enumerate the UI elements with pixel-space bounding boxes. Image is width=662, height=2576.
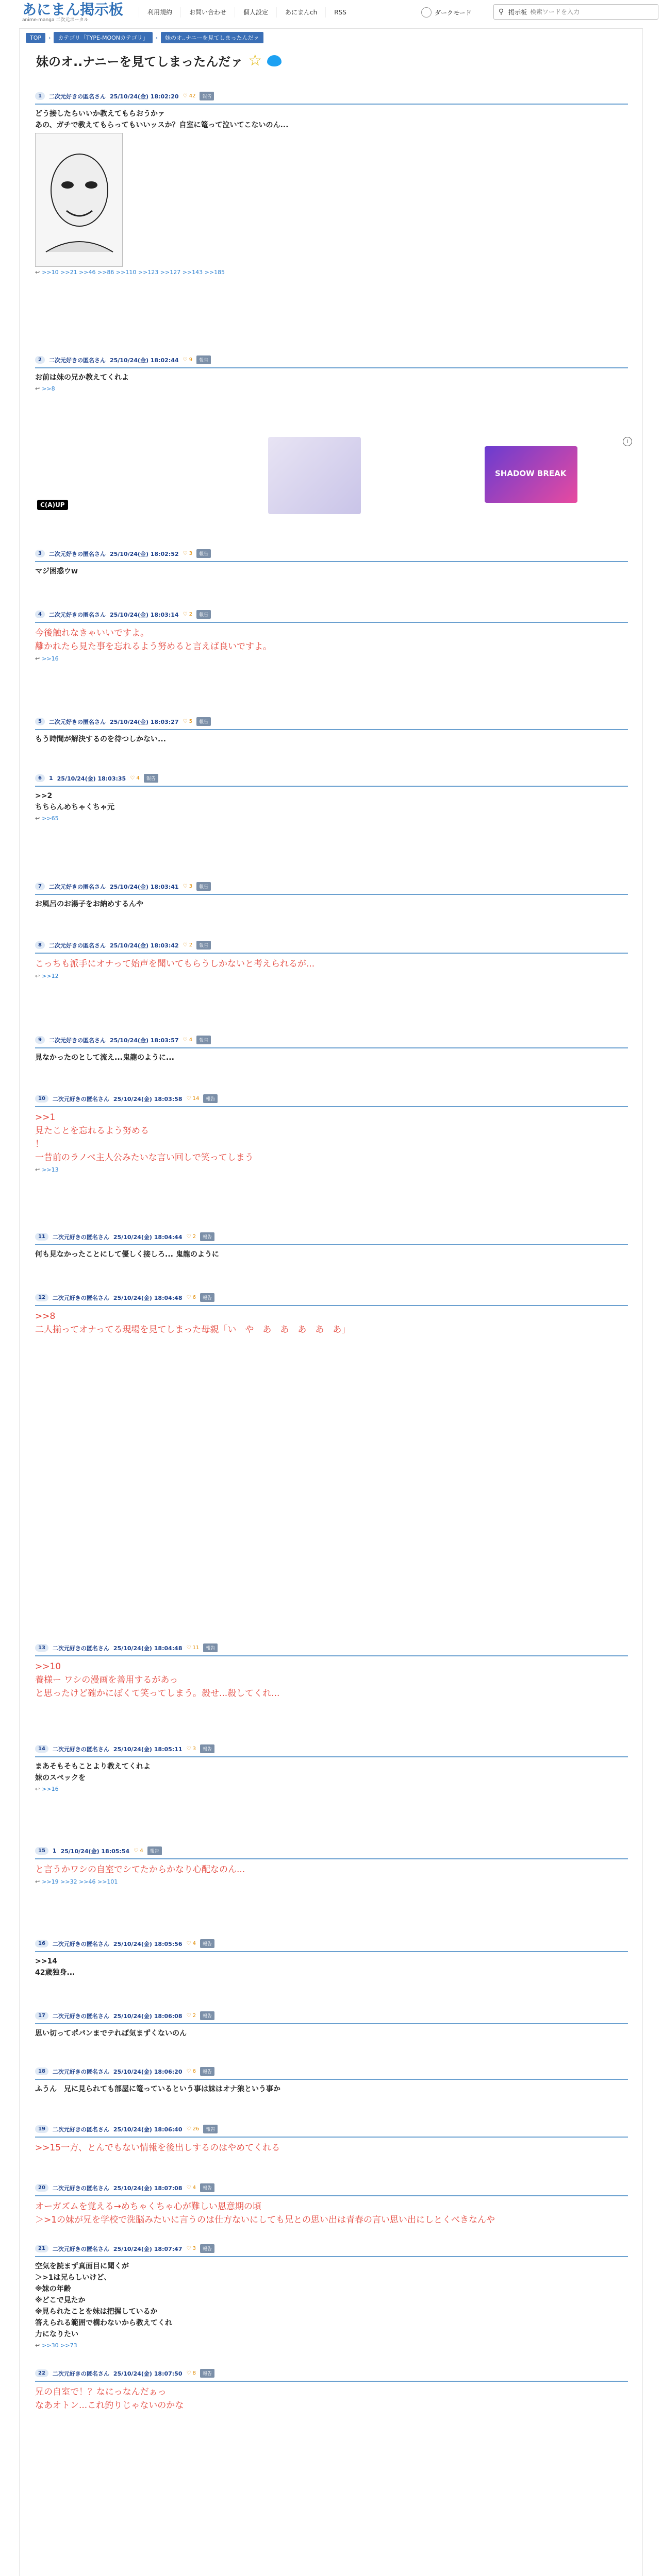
report-button[interactable]: 報告: [196, 882, 211, 891]
like-count[interactable]: ♡ 5: [183, 719, 193, 724]
post-line: 一昔前のラノベ主人公みたいな言い回しで笑ってしまう: [35, 1153, 254, 1163]
post-author: 二次元好きの匿名さん: [52, 1645, 109, 1652]
post: [35, 1643, 628, 1700]
reply-icon: ↩: [35, 2342, 40, 2349]
post-line: なあオトン...これ釣りじゃないのかな: [35, 2400, 184, 2411]
like-count[interactable]: ♡ 2: [183, 612, 193, 617]
post-number[interactable]: 1: [35, 92, 45, 100]
nav-terms[interactable]: 利用規約: [139, 7, 180, 18]
report-button[interactable]: 報告: [147, 1846, 162, 1855]
post-number[interactable]: 5: [35, 718, 45, 725]
site-header: [19, 0, 643, 29]
post-line: ※どこで見たか: [35, 2296, 86, 2304]
post-line: 離かれたら見た事を忘れるよう努めると言えば良いですよ。: [35, 641, 272, 652]
post-line: 養様ー ワシの漫画を善用するがあっ: [35, 1675, 178, 1685]
post-line: 42歳独身...: [35, 1969, 75, 1977]
post-number[interactable]: 21: [35, 2245, 48, 2252]
reply-icon: ↩: [35, 1878, 40, 1885]
post-header: [35, 610, 628, 623]
post-number[interactable]: 4: [35, 611, 45, 618]
post-line: 思い切ってポパンまでテれば気まずくないのん: [35, 2029, 187, 2038]
post: [35, 1036, 628, 1063]
post: [35, 2011, 628, 2039]
report-button[interactable]: 報告: [200, 2067, 214, 2076]
report-button[interactable]: 報告: [196, 610, 211, 619]
reply-anchor-links[interactable]: >>8: [42, 385, 55, 392]
reply-anchor-links[interactable]: >>19 >>32 >>46 >>101: [42, 1878, 118, 1885]
post-date: 25/10/24(金) 18:02:20: [109, 93, 179, 100]
breadcrumb-sep: ›: [48, 34, 51, 41]
site-logo[interactable]: あにまん掲示板 anime-manga 二次元ポータル: [22, 1, 124, 23]
like-value: 3: [189, 551, 193, 556]
like-count[interactable]: ♡ 42: [183, 93, 196, 99]
like-value: 6: [192, 1295, 196, 1300]
post: [35, 1846, 628, 1885]
post: [35, 1094, 628, 1173]
post-line: こっちも派手にオナって始声を聞いてもらうしかないと考えられるが...: [35, 959, 315, 969]
post-body: [35, 108, 628, 267]
report-button[interactable]: 報告: [196, 1036, 211, 1044]
like-value: 4: [136, 775, 140, 781]
post-date: 25/10/24(金) 18:03:57: [109, 1037, 179, 1044]
report-button[interactable]: 報告: [200, 2369, 214, 2378]
post-body: [35, 1660, 628, 1700]
post-author: 二次元好きの匿名さん: [48, 550, 106, 557]
report-button[interactable]: 報告: [144, 774, 158, 783]
post-body: [35, 734, 628, 745]
post-number[interactable]: 13: [35, 1644, 48, 1652]
post-header: [35, 1846, 628, 1859]
search-box[interactable]: [493, 4, 658, 20]
report-button[interactable]: 報告: [196, 355, 211, 364]
post-line: お風呂のお湯子をお納めするんや: [35, 900, 143, 908]
post-date: 25/10/24(金) 18:02:44: [109, 357, 179, 364]
manga-panel-image[interactable]: [35, 133, 123, 267]
post-date: 25/10/24(金) 18:05:56: [113, 1940, 183, 1947]
post-body: [35, 2261, 628, 2340]
reply-icon: ↩: [35, 1166, 40, 1173]
post-number[interactable]: 18: [35, 2067, 48, 2075]
report-button[interactable]: 報告: [200, 1744, 214, 1753]
post-number[interactable]: 19: [35, 2125, 48, 2133]
post-author: 二次元好きの匿名さん: [52, 2126, 109, 2133]
post-body: [35, 2141, 628, 2155]
breadcrumb-top[interactable]: TOP: [26, 33, 45, 43]
like-count[interactable]: ♡ 4: [186, 2185, 196, 2191]
post-line: お前は妹の兄か教えてくれよ: [35, 374, 129, 382]
post-line: ふうん 兄に見られても部屋に篭っているという事は妹はオナ狼という事か: [35, 2085, 280, 2093]
reply-anchor-links[interactable]: >>30 >>73: [42, 2342, 77, 2349]
post-date: 25/10/24(金) 18:06:08: [113, 2012, 183, 2020]
post-author: 1: [52, 1848, 57, 1854]
top-nav: [139, 7, 355, 18]
post-line: 答えられる範囲で構わないから教えてくれ: [35, 2319, 172, 2327]
report-button[interactable]: 報告: [200, 1293, 214, 1302]
like-count[interactable]: ♡ 4: [183, 1037, 193, 1043]
post-line: >>2: [35, 792, 53, 800]
post-body: [35, 372, 628, 383]
like-count[interactable]: ♡ 14: [186, 1096, 200, 1101]
post-body: [35, 1956, 628, 1978]
post-body: [35, 957, 628, 971]
post-header: [35, 774, 628, 787]
like-count[interactable]: ♡ 4: [186, 1941, 196, 1946]
reply-anchors[interactable]: [35, 1786, 628, 1792]
post: [35, 1939, 628, 1978]
post: [35, 717, 628, 745]
post-body: [35, 566, 628, 577]
reply-icon: ↩: [35, 815, 40, 822]
report-button[interactable]: 報告: [200, 2183, 214, 2192]
post-header: [35, 1293, 628, 1306]
post: [35, 2369, 628, 2412]
like-count[interactable]: ♡ 6: [186, 1295, 196, 1300]
post-date: 25/10/24(金) 18:07:50: [113, 2370, 183, 2377]
post-line: 何も見なかったことにして優しく接しろ... 鬼龍のように: [35, 1250, 219, 1259]
post-line: まあそもそもことより教えてくれよ: [35, 1762, 151, 1771]
reply-anchors[interactable]: [35, 1166, 628, 1173]
post: [35, 941, 628, 979]
post-number[interactable]: 17: [35, 2012, 48, 2020]
like-count[interactable]: ♡ 4: [130, 775, 140, 781]
post-date: 25/10/24(金) 18:02:52: [109, 550, 179, 557]
like-count[interactable]: ♡ 3: [183, 884, 193, 889]
post-date: 25/10/24(金) 18:04:44: [113, 1233, 183, 1241]
post-line: ！: [35, 1139, 44, 1149]
advertisement-banner[interactable]: [21, 428, 639, 531]
post-body: [35, 1249, 628, 1260]
nav-rss[interactable]: RSS: [325, 7, 355, 18]
post-author: 二次元好きの匿名さん: [48, 883, 106, 890]
post-header: [35, 1744, 628, 1757]
post-header: [35, 717, 628, 730]
reply-anchors[interactable]: [35, 2342, 628, 2349]
post-body: [35, 1761, 628, 1784]
post-line: と思ったけど確かにぼくて笑ってしまう。殺せ...殺してくれ...: [35, 1688, 280, 1699]
post-date: 25/10/24(金) 18:05:11: [113, 1745, 183, 1753]
post-body: [35, 2200, 628, 2227]
breadcrumb: [26, 32, 263, 43]
post-number[interactable]: 8: [35, 941, 45, 949]
post-author: 二次元好きの匿名さん: [48, 718, 106, 725]
like-value: 3: [192, 2246, 196, 2251]
post-date: 25/10/24(金) 18:03:35: [57, 775, 126, 782]
post-body: [35, 1310, 628, 1336]
post-date: 25/10/24(金) 18:06:40: [113, 2126, 183, 2133]
breadcrumb-thread[interactable]: 妹のオ..ナニーを見てしまったんだァ: [161, 32, 263, 43]
post: [35, 92, 628, 276]
post-body: [35, 1863, 628, 1876]
ad-badge: C(A)UP: [37, 500, 68, 510]
post: [35, 1232, 628, 1260]
post-header: [35, 1643, 628, 1656]
reply-anchors[interactable]: [35, 385, 628, 392]
report-button[interactable]: 報告: [203, 1643, 218, 1652]
post: [35, 355, 628, 392]
post-date: 25/10/24(金) 18:07:47: [113, 2245, 183, 2252]
like-value: 4: [192, 1941, 196, 1946]
post-author: 二次元好きの匿名さん: [52, 1095, 109, 1103]
reply-anchors[interactable]: [35, 815, 628, 822]
post-date: 25/10/24(金) 18:03:14: [109, 611, 179, 618]
post-number[interactable]: 3: [35, 550, 45, 557]
like-value: 4: [140, 1848, 143, 1854]
nav-animanch[interactable]: あにまんch: [276, 7, 325, 18]
reply-anchor-links[interactable]: >>13: [42, 1166, 59, 1173]
like-value: 2: [189, 942, 193, 948]
search-scope-label[interactable]: 掲示板: [508, 8, 527, 16]
post-author: 二次元好きの匿名さん: [48, 942, 106, 949]
post-date: 25/10/24(金) 18:03:41: [109, 883, 179, 890]
post-author: 二次元好きの匿名さん: [52, 2245, 109, 2252]
post-body: [35, 1111, 628, 1164]
like-value: 14: [192, 1096, 200, 1101]
post-header: [35, 2011, 628, 2024]
report-button[interactable]: 報告: [203, 1094, 218, 1103]
post-date: 25/10/24(金) 18:03:58: [113, 1095, 183, 1103]
like-count[interactable]: ♡ 2: [186, 1234, 196, 1240]
post-header: [35, 2244, 628, 2257]
like-count[interactable]: ♡ 9: [183, 357, 193, 363]
post-header: [35, 2125, 628, 2138]
reply-anchor-links[interactable]: >>16: [42, 1786, 59, 1792]
post-number[interactable]: 7: [35, 883, 45, 890]
breadcrumb-category[interactable]: カテゴリ「TYPE-MOONカテゴリ」: [54, 32, 152, 43]
post-number[interactable]: 16: [35, 1940, 48, 1947]
post-number[interactable]: 2: [35, 356, 45, 364]
post-header: [35, 882, 628, 895]
post-number[interactable]: 20: [35, 2184, 48, 2192]
post-line: あの、ガチで教えてもらってもいいッスか？自室に篭って泣いてこないのん...: [35, 121, 289, 129]
ad-brand-text: SHADOW BREAK: [495, 469, 567, 478]
reply-anchor-links[interactable]: >>10 >>21 >>46 >>86 >>110 >>123 >>127 >>143 >>185: [42, 269, 225, 276]
post-line: オーガズムを覚える→めちゃくちゃ心が難しい恩意期の頃: [35, 2201, 261, 2212]
like-value: 4: [192, 2185, 196, 2191]
post-body: [35, 790, 628, 813]
like-value: 3: [192, 1746, 196, 1752]
post-number[interactable]: 22: [35, 2369, 48, 2377]
toggle-switch-icon[interactable]: [421, 7, 432, 18]
like-value: 8: [192, 2370, 196, 2376]
post-header: [35, 1939, 628, 1952]
post-header: [35, 1094, 628, 1107]
like-count[interactable]: ♡ 8: [186, 2370, 196, 2376]
post-line: >>15一方、とんでもない情報を後出しするのはやめてくれる: [35, 2143, 280, 2153]
nav-settings[interactable]: 個人設定: [235, 7, 276, 18]
report-button[interactable]: 報告: [200, 1939, 214, 1948]
reply-anchors[interactable]: [35, 655, 628, 662]
post-author: 二次元好きの匿名さん: [48, 357, 106, 364]
post: [35, 882, 628, 910]
post-line: と言うかワシの自室でシてたからかなり心配なのん...: [35, 1865, 245, 1875]
reply-anchor-links[interactable]: >>12: [42, 973, 59, 979]
post: [35, 2244, 628, 2349]
like-value: 42: [189, 93, 196, 99]
post-date: 25/10/24(金) 18:06:20: [113, 2068, 183, 2075]
post-author: 二次元好きの匿名さん: [52, 1940, 109, 1947]
reply-anchors[interactable]: [35, 1878, 628, 1885]
post-line: ＞>1の妹が兄を学校で洗脳みたいに言うのは仕方ないにしても兄との思い出は青春の言い思い出にしとくべきなんや: [35, 2215, 495, 2225]
post-date: 25/10/24(金) 18:03:27: [109, 718, 179, 725]
reply-icon: ↩: [35, 655, 40, 662]
post-line: マジ困惑ウw: [35, 567, 78, 575]
post-line: 妹のスペックを: [35, 1774, 86, 1782]
post-body: [35, 899, 628, 910]
post-number[interactable]: 15: [35, 1847, 48, 1855]
post-line: 今後触れなきゃいいですよ。: [35, 628, 149, 638]
post: [35, 2183, 628, 2227]
post-date: 25/10/24(金) 18:07:08: [113, 2184, 183, 2192]
search-input[interactable]: [530, 8, 658, 15]
like-value: 2: [189, 612, 193, 617]
post-author: 二次元好きの匿名さん: [52, 1294, 109, 1301]
post-date: 25/10/24(金) 18:05:54: [60, 1848, 130, 1855]
post-author: 二次元好きの匿名さん: [48, 93, 106, 100]
reply-anchor-links[interactable]: >>16: [42, 655, 59, 662]
like-value: 11: [192, 1645, 200, 1651]
post-header: [35, 1036, 628, 1048]
post-number[interactable]: 12: [35, 1294, 48, 1301]
post-line: ※見られたことを妹は把握しているか: [35, 2308, 158, 2316]
report-button[interactable]: 報告: [200, 2011, 214, 2020]
post-line: 見なかったのとして流え...鬼龍のように...: [35, 1054, 174, 1062]
post-author: 二次元好きの匿名さん: [52, 2370, 109, 2377]
post-line: もう時間が解決するのを待つしかない...: [35, 735, 166, 743]
post-date: 25/10/24(金) 18:03:42: [109, 942, 179, 949]
reply-anchor-links[interactable]: >>65: [42, 815, 59, 822]
reply-anchors[interactable]: [35, 269, 628, 276]
post-line: >>14: [35, 1957, 57, 1965]
post-line: >>1: [35, 1112, 56, 1123]
like-count[interactable]: ♡ 3: [186, 1746, 196, 1752]
ad-info-icon[interactable]: i: [623, 437, 632, 446]
nav-contact[interactable]: お問い合わせ: [180, 7, 235, 18]
post: [35, 2125, 628, 2155]
post-header: [35, 2067, 628, 2080]
post-header: [35, 2183, 628, 2196]
post-header: [35, 355, 628, 368]
like-value: 6: [192, 2069, 196, 2074]
post-header: [35, 1232, 628, 1245]
like-count[interactable]: ♡ 3: [186, 2246, 196, 2251]
like-value: 3: [189, 884, 193, 889]
report-button[interactable]: 報告: [203, 2125, 218, 2133]
post-line: 兄の自室で！？なにっなんだぁっ: [35, 2387, 167, 2397]
like-count[interactable]: ♡ 2: [186, 2013, 196, 2019]
like-count[interactable]: ♡ 4: [134, 1848, 143, 1854]
reply-anchors[interactable]: [35, 973, 628, 979]
post-header: [35, 549, 628, 562]
post-author: 二次元好きの匿名さん: [52, 1233, 109, 1241]
post-body: [35, 1052, 628, 1063]
like-count[interactable]: ♡ 11: [186, 1645, 200, 1651]
search-icon[interactable]: ⚲: [498, 8, 504, 16]
post-number[interactable]: 10: [35, 1095, 48, 1103]
post-line: 空気を読まず真面目に聞くが: [35, 2262, 129, 2270]
report-button[interactable]: 報告: [196, 549, 211, 558]
post-author: 二次元好きの匿名さん: [52, 2012, 109, 2020]
post-header: [35, 2369, 628, 2382]
post: [35, 2067, 628, 2095]
post-body: [35, 2083, 628, 2095]
post-number[interactable]: 11: [35, 1233, 48, 1241]
post: [35, 774, 628, 822]
report-button[interactable]: 報告: [196, 717, 211, 726]
like-value: 26: [192, 2126, 200, 2132]
like-value: 2: [192, 1234, 196, 1240]
like-value: 4: [189, 1037, 193, 1043]
report-button[interactable]: 報告: [200, 92, 214, 100]
like-count[interactable]: ♡ 6: [186, 2069, 196, 2074]
report-button[interactable]: 報告: [196, 941, 211, 950]
post-author: 二次元好きの匿名さん: [52, 2068, 109, 2075]
report-button[interactable]: 報告: [200, 2244, 214, 2253]
twitter-share-icon[interactable]: [267, 55, 282, 66]
page-title: 妹のオ..ナニーを見てしまったんだァ: [36, 55, 243, 69]
post-author: 二次元好きの匿名さん: [52, 2184, 109, 2192]
post-body: [35, 626, 628, 653]
post-header: [35, 941, 628, 954]
dark-mode-toggle[interactable]: [421, 7, 472, 18]
favorite-star-icon[interactable]: ☆: [248, 51, 262, 70]
post-line: >>10: [35, 1662, 61, 1672]
post-line: ＞>1は兄らしいけど、: [35, 2274, 111, 2282]
post-date: 25/10/24(金) 18:04:48: [113, 1294, 183, 1301]
post-number[interactable]: 14: [35, 1745, 48, 1753]
post-body: [35, 2028, 628, 2039]
post-number[interactable]: 9: [35, 1036, 45, 1044]
post: [35, 1744, 628, 1792]
post-author: 二次元好きの匿名さん: [48, 1037, 106, 1044]
post-author: 1: [48, 775, 53, 782]
reply-icon: ↩: [35, 1786, 40, 1792]
post-line: どう接したらいいか教えてもらおうかァ: [35, 110, 165, 118]
post: [35, 549, 628, 577]
post-author: 二次元好きの匿名さん: [48, 611, 106, 618]
post-line: >>8: [35, 1311, 56, 1321]
like-value: 5: [189, 719, 193, 724]
post-line: ※妹の年齢: [35, 2285, 71, 2293]
like-value: 2: [192, 2013, 196, 2019]
like-count[interactable]: ♡ 2: [183, 942, 193, 948]
breadcrumb-sep: ›: [155, 34, 158, 41]
post-number[interactable]: 6: [35, 774, 45, 782]
reply-icon: ↩: [35, 269, 40, 276]
post-body: [35, 2385, 628, 2412]
like-count[interactable]: ♡ 3: [183, 551, 193, 556]
post-header: [35, 92, 628, 105]
like-value: 9: [189, 357, 193, 363]
like-count[interactable]: ♡ 26: [186, 2126, 200, 2132]
reply-icon: ↩: [35, 385, 40, 392]
thread-title-row: [36, 52, 282, 70]
ad-character-image: [268, 437, 361, 514]
post-line: 力になりたい: [35, 2330, 78, 2338]
post: [35, 1293, 628, 1336]
post-date: 25/10/24(金) 18:04:48: [113, 1645, 183, 1652]
reply-icon: ↩: [35, 973, 40, 979]
dark-mode-label: ダークモード: [435, 9, 472, 16]
post-author: 二次元好きの匿名さん: [52, 1745, 109, 1753]
post-line: ちちらんめちゃくちゃ元: [35, 803, 114, 811]
report-button[interactable]: 報告: [200, 1232, 214, 1241]
post-line: 二人揃ってオナってる現場を見てしまった母親「い や あ あ あ あ あ」: [35, 1325, 351, 1335]
post-line: 見たことを忘れるよう努める: [35, 1126, 149, 1136]
post: [35, 610, 628, 662]
